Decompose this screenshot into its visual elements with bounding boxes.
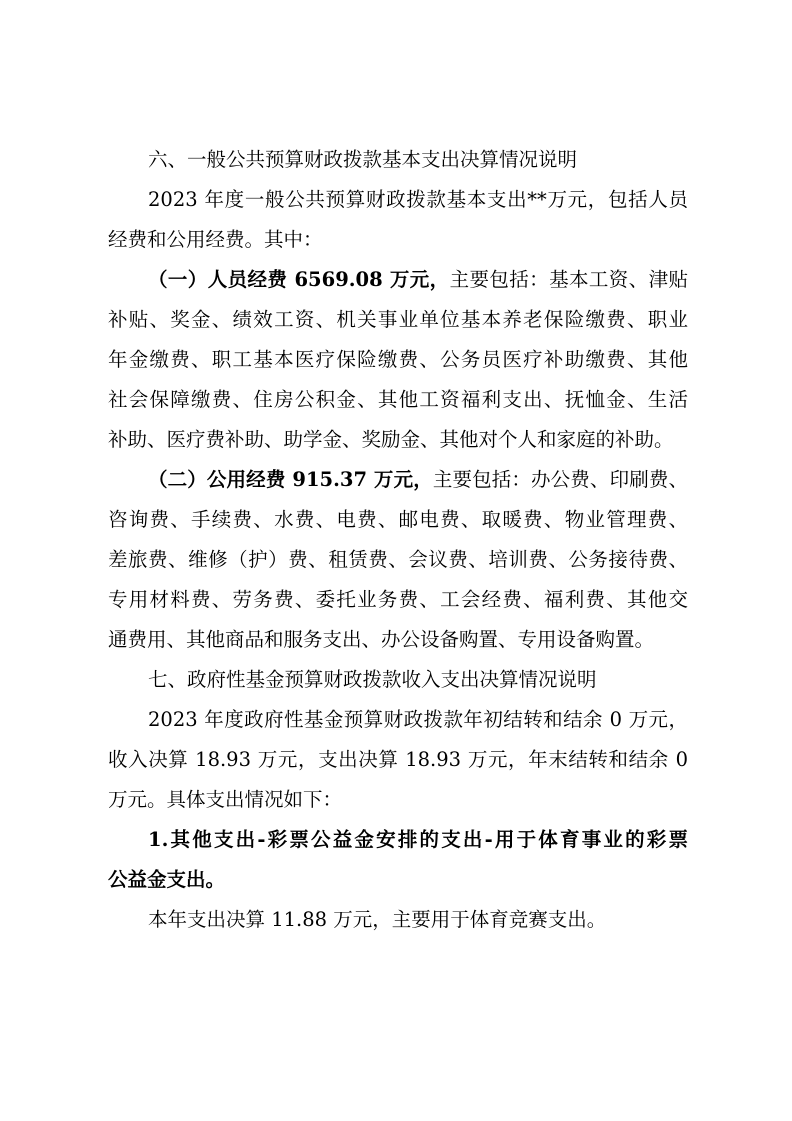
- personnel-expense-line-1-rest: 主要包括：基本工资、津贴: [449, 268, 688, 291]
- public-expense-line-4: 专用材料费、劳务费、委托业务费、工会经费、福利费、其他交: [108, 588, 688, 611]
- public-expense-line-2: 咨询费、手续费、水费、电费、邮电费、取暖费、物业管理费、: [108, 508, 688, 531]
- personnel-expense-line-2: 补贴、奖金、绩效工资、机关事业单位基本养老保险缴费、职业: [108, 308, 688, 331]
- personnel-expense-lead: （一）人员经费 6569.08 万元，: [148, 268, 450, 291]
- section-6-heading: 六、一般公共预算财政拨款基本支出决算情况说明: [148, 148, 578, 171]
- public-expense-line-1-rest: 主要包括：办公费、印刷费、: [432, 468, 688, 491]
- personnel-expense-line-5: 补助、医疗费补助、助学金、奖励金、其他对个人和家庭的补助。: [108, 428, 674, 451]
- public-expense-line-3: 差旅费、维修（护）费、租赁费、会议费、培训费、公务接待费、: [108, 548, 688, 571]
- section-7-intro-line-2: 收入决算 18.93 万元，支出决算 18.93 万元，年末结转和结余 0: [108, 748, 688, 771]
- item-1-title-line-2: 公益金支出。: [108, 868, 226, 891]
- public-expense-line-1: [108, 460, 688, 500]
- public-expense-line-5: 通费用、其他商品和服务支出、办公设备购置、专用设备购置。: [108, 628, 655, 651]
- section-7-heading: 七、政府性基金预算财政拨款收入支出决算情况说明: [148, 668, 597, 691]
- document-page: [108, 140, 688, 940]
- section-7-intro-line-3: 万元。具体支出情况如下：: [108, 788, 343, 811]
- personnel-expense-line-3: 年金缴费、职工基本医疗保险缴费、公务员医疗补助缴费、其他: [108, 348, 688, 371]
- personnel-expense-line-4: 社会保障缴费、住房公积金、其他工资福利支出、抚恤金、生活: [108, 388, 688, 411]
- section-7-intro-line-1: 2023 年度政府性基金预算财政拨款年初结转和结余 0 万元，: [148, 708, 688, 731]
- item-1-title-line-1: 1.其他支出-彩票公益金安排的支出-用于体育事业的彩票: [148, 828, 688, 851]
- section-6-intro-line-1: 2023 年度一般公共预算财政拨款基本支出**万元，包括人员: [148, 188, 688, 211]
- personnel-expense-line-1: [108, 260, 688, 300]
- public-expense-lead: （二）公用经费 915.37 万元，: [148, 468, 433, 491]
- section-6-intro-line-2: 经费和公用经费。其中：: [108, 228, 323, 251]
- item-1-body: 本年支出决算 11.88 万元，主要用于体育竞赛支出。: [148, 908, 607, 931]
